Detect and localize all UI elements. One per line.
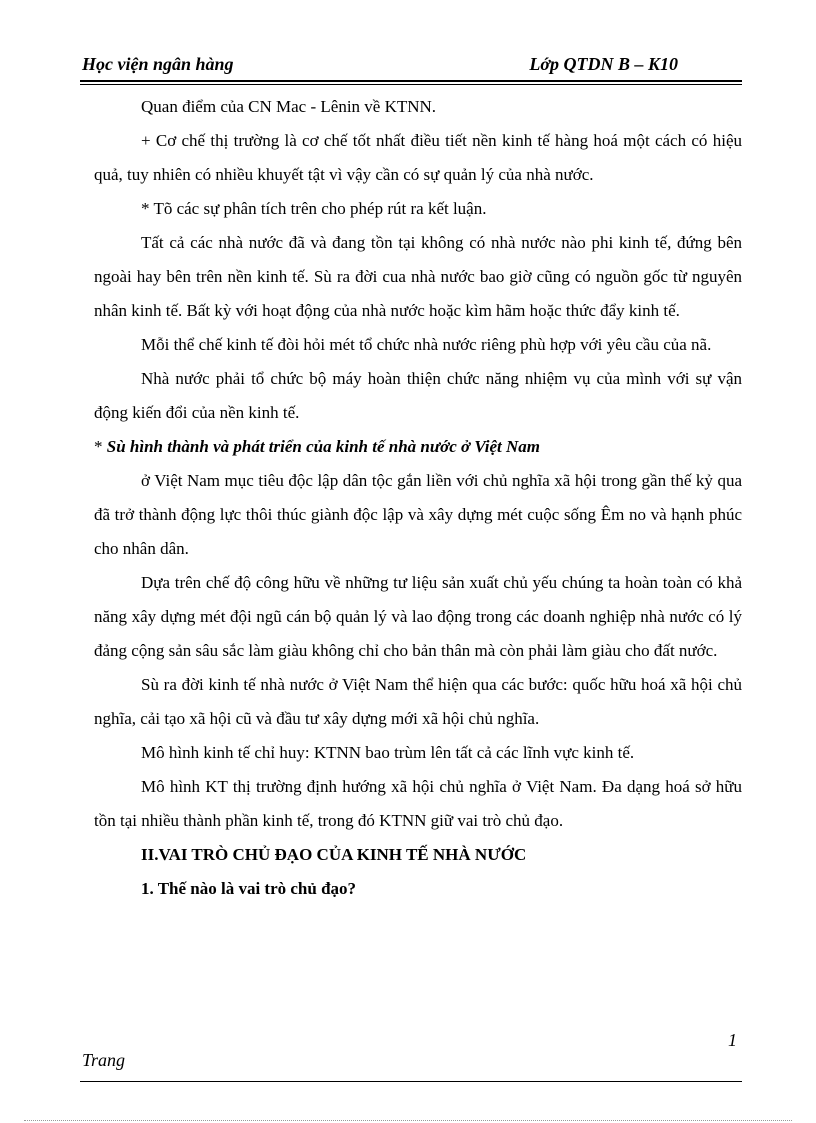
paragraph: Dựa trên chế độ công hữu về những tư liệu sản xuất chủ yếu chúng ta hoàn toàn có khả năng xây dựng mét đội ngũ cán bộ quản lý và lao động trong các doanh nghiệp nhà nước có lý đảng cộng sản sâu sắc làm giàu không chỉ cho bản thân mà còn phải làm giàu cho đất nước. xyxy=(94,573,742,660)
page-bottom-dotted-line xyxy=(24,1120,792,1121)
footer-rule xyxy=(80,1081,742,1082)
bullet-star: * xyxy=(94,437,107,456)
section-subheading xyxy=(94,430,742,464)
paragraph: * Tõ các sự phân tích trên cho phép rút ra kết luận. xyxy=(141,199,487,218)
paragraph: Mô hình KT thị trường định hướng xã hội chủ nghĩa ở Việt Nam. Đa dạng hoá sở hữu tồn tại nhiều thành phần kinh tế, trong đó KTNN giữ vai trò chủ đạo. xyxy=(94,777,742,830)
header-class: Lớp QTDN B – K10 xyxy=(529,54,678,74)
page-label: Trang xyxy=(82,1050,126,1070)
document-body xyxy=(94,90,742,906)
subheading-text: Sù hình thành và phát triển của kinh tế nhà nước ở Việt Nam xyxy=(106,437,541,456)
paragraph: Nhà nước phải tổ chức bộ máy hoàn thiện chức năng nhiệm vụ của mình với sự vận động kiến đổi của nền kinh tế. xyxy=(94,369,742,422)
section-heading: II.VAI TRÒ CHỦ ĐẠO CỦA KINH TẾ NHÀ NƯỚC xyxy=(141,845,527,864)
paragraph: Tất cả các nhà nước đã và đang tồn tại không có nhà nước nào phi kinh tế, đứng bên ngoài hay bên trên nền kinh tế. Sù ra đời cua nhà nước bao giờ cũng có nguồn gốc từ nguyên nhân kinh tế. Bất kỳ với hoạt động của nhà nước hoặc kìm hãm hoặc thức đẩy kinh tế. xyxy=(94,233,742,320)
paragraph: Sù ra đời kinh tế nhà nước ở Việt Nam thể hiện qua các bước: quốc hữu hoá xã hội chủ nghĩa, cải tạo xã hội cũ và đầu tư xây dựng mới xã hội chủ nghĩa. xyxy=(94,675,742,728)
paragraph: Mỗi thể chế kinh tế đòi hỏi mét tổ chức nhà nước riêng phù hợp với yêu cầu của nã. xyxy=(141,335,712,354)
page-number: 1 xyxy=(728,1030,737,1050)
subsection-heading: 1. Thế nào là vai trò chủ đạo? xyxy=(141,879,357,898)
header-rule-thin xyxy=(80,84,742,85)
paragraph: ở Việt Nam mục tiêu độc lập dân tộc gắn liền với chủ nghĩa xã hội trong gần thế kỷ qua đã trở thành động lực thôi thúc giành độc lập và xây dựng mét cuộc sống Êm no và hạnh phúc cho nhân dân. xyxy=(94,471,742,558)
paragraph: + Cơ chế thị trường là cơ chế tốt nhất điều tiết nền kinh tế hàng hoá một cách có hiệu quả, tuy nhiên có nhiều khuyết tật vì vậy cần có sự quản lý của nhà nước. xyxy=(94,131,742,184)
paragraph: Mô hình kinh tế chỉ huy: KTNN bao trùm lên tất cả các lĩnh vực kinh tế. xyxy=(141,743,635,762)
paragraph: Quan điểm của CN Mac - Lênin về KTNN. xyxy=(141,97,437,116)
header-institution: Học viện ngân hàng xyxy=(82,54,234,74)
header-rule xyxy=(80,80,742,82)
